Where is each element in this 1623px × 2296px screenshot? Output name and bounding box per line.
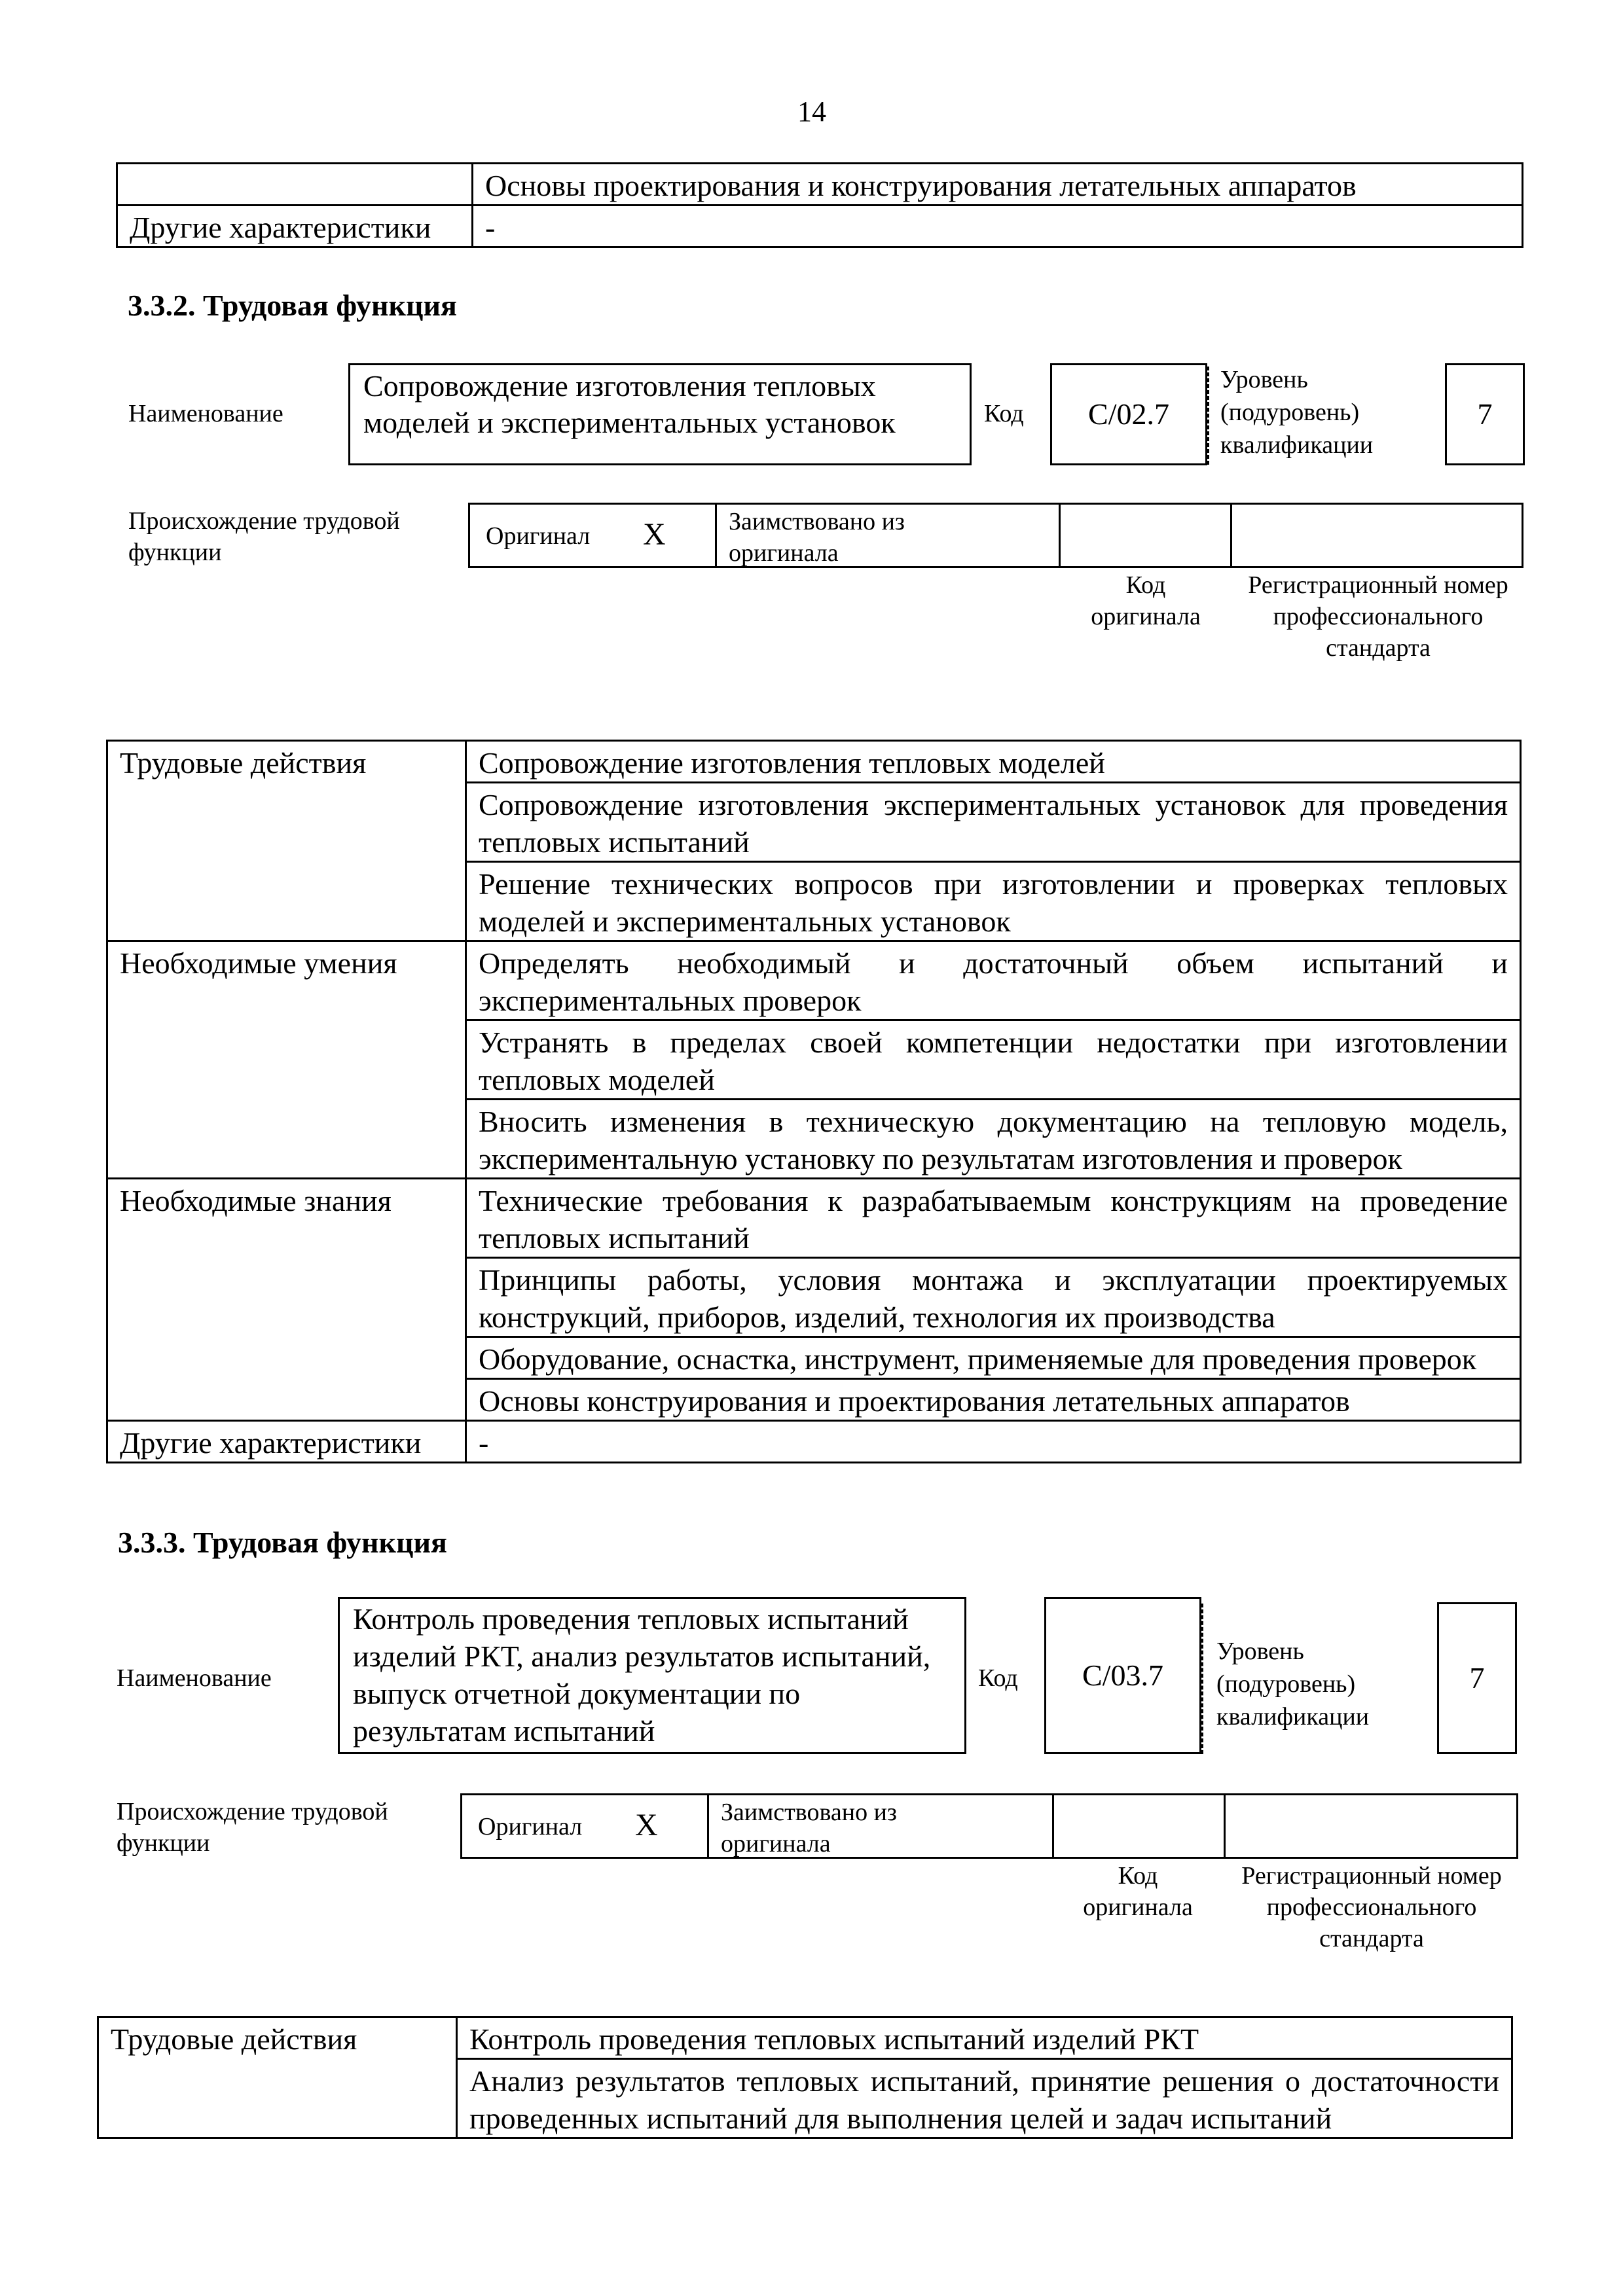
origin-reg-box [1224,1793,1518,1859]
function-name: Контроль проведения тепловых испытаний изделий РКТ, анализ результатов испытаний, выпуск отчетной документации по результатам испытаний [353,1602,931,1748]
table-cell-label: Другие характеристики [117,206,473,247]
origin-original-label: Оригинал [486,522,591,550]
origin-reg-caption: Регистрационный номер профессионального стандарта [1248,571,1508,662]
group-item: Основы конструирования и проектирования летательных аппаратов [466,1379,1521,1421]
group-item: Технические требования к разрабатываемым конструкциям на проведение тепловых испытаний [466,1179,1521,1258]
section-heading: 3.3.2. Трудовая функция [128,289,457,322]
origin-label: Происхождение трудовой функции [117,1798,388,1857]
group-item: Сопровождение изготовления экспериментальных установок для проведения тепловых испытаний [466,783,1521,862]
origin-label: Происхождение трудовой функции [128,507,400,566]
group-item: Сопровождение изготовления тепловых моделей [466,741,1521,783]
function-name-box [348,363,972,465]
table-row [117,206,1523,247]
function-name: Сопровождение изготовления тепловых моделей и экспериментальных установок [363,369,896,439]
group-label: Другие характеристики [107,1421,466,1463]
origin-code-box [1052,1793,1226,1859]
code-value: C/02.7 [1088,397,1169,431]
origin-borrowed-label: Заимствовано из оригинала [729,508,905,567]
table-row [117,164,1523,206]
origin-code-caption: Код оригинала [1083,1862,1193,1921]
group-item: Анализ результатов тепловых испытаний, принятие решения о достаточности проведенных испытаний для выполнения целей и задач испытаний [457,2059,1512,2138]
table-row [98,2017,1512,2059]
name-label: Наименование [128,400,283,427]
origin-reg-caption: Регистрационный номер профессионального стандарта [1241,1862,1502,1952]
origin-mark: X [643,517,666,552]
level-value: 7 [1477,397,1493,431]
table-row [107,1421,1521,1463]
group-item: Устранять в пределах своей компетенции недостатки при изготовлении тепловых моделей [466,1020,1521,1100]
name-label: Наименование [117,1664,272,1692]
group-item: Решение технических вопросов при изготовлении и проверках тепловых моделей и экспериментальных установок [466,862,1521,941]
table-cell-value: - [473,206,1523,247]
dashed-separator [1201,1604,1203,1754]
group-item: Контроль проведения тепловых испытаний изделий РКТ [457,2017,1512,2059]
code-box [1050,363,1207,465]
section-heading: 3.3.3. Трудовая функция [118,1526,447,1559]
group-label: Необходимые умения [107,941,466,1179]
level-value: 7 [1469,1661,1485,1695]
level-label: Уровень (подуровень) квалификации [1220,366,1374,459]
table-cell-label [117,164,473,206]
code-label: Код [984,400,1024,427]
level-label: Уровень (подуровень) квалификации [1216,1638,1370,1731]
group-label: Трудовые действия [107,741,466,941]
group-item: Оборудование, оснастка, инструмент, применяемые для проведения проверок [466,1337,1521,1379]
table-cell-value: Основы проектирования и конструирования летательных аппаратов [473,164,1523,206]
table-row [107,741,1521,783]
group-label: Необходимые знания [107,1179,466,1421]
code-label: Код [978,1664,1018,1692]
function-table [97,2016,1513,2139]
origin-borrowed-box [707,1793,1054,1859]
function-name-box [338,1597,966,1754]
page-number: 14 [797,96,826,128]
group-item: Определять необходимый и достаточный объем испытаний и экспериментальных проверок [466,941,1521,1020]
level-box [1437,1602,1517,1754]
table-row [107,1179,1521,1258]
origin-original-box [468,503,717,568]
group-item: - [466,1421,1521,1463]
code-box [1044,1597,1201,1754]
function-table [106,740,1522,1463]
origin-mark: X [635,1808,658,1842]
origin-original-box [460,1793,709,1859]
origin-borrowed-box [715,503,1061,568]
origin-code-box [1059,503,1232,568]
dashed-separator [1207,367,1209,465]
code-value: C/03.7 [1082,1659,1163,1692]
level-box [1445,363,1525,465]
origin-code-caption: Код оригинала [1091,571,1201,630]
top-table [116,162,1523,248]
origin-reg-box [1230,503,1523,568]
origin-original-label: Оригинал [478,1813,583,1840]
group-label: Трудовые действия [98,2017,457,2138]
group-item: Вносить изменения в техническую документацию на тепловую модель, экспериментальную установку по результатам изготовления и проверок [466,1100,1521,1179]
group-item: Принципы работы, условия монтажа и эксплуатации проектируемых конструкций, приборов, изделий, технология их производства [466,1258,1521,1337]
table-row [107,941,1521,1020]
origin-borrowed-label: Заимствовано из оригинала [721,1799,897,1857]
